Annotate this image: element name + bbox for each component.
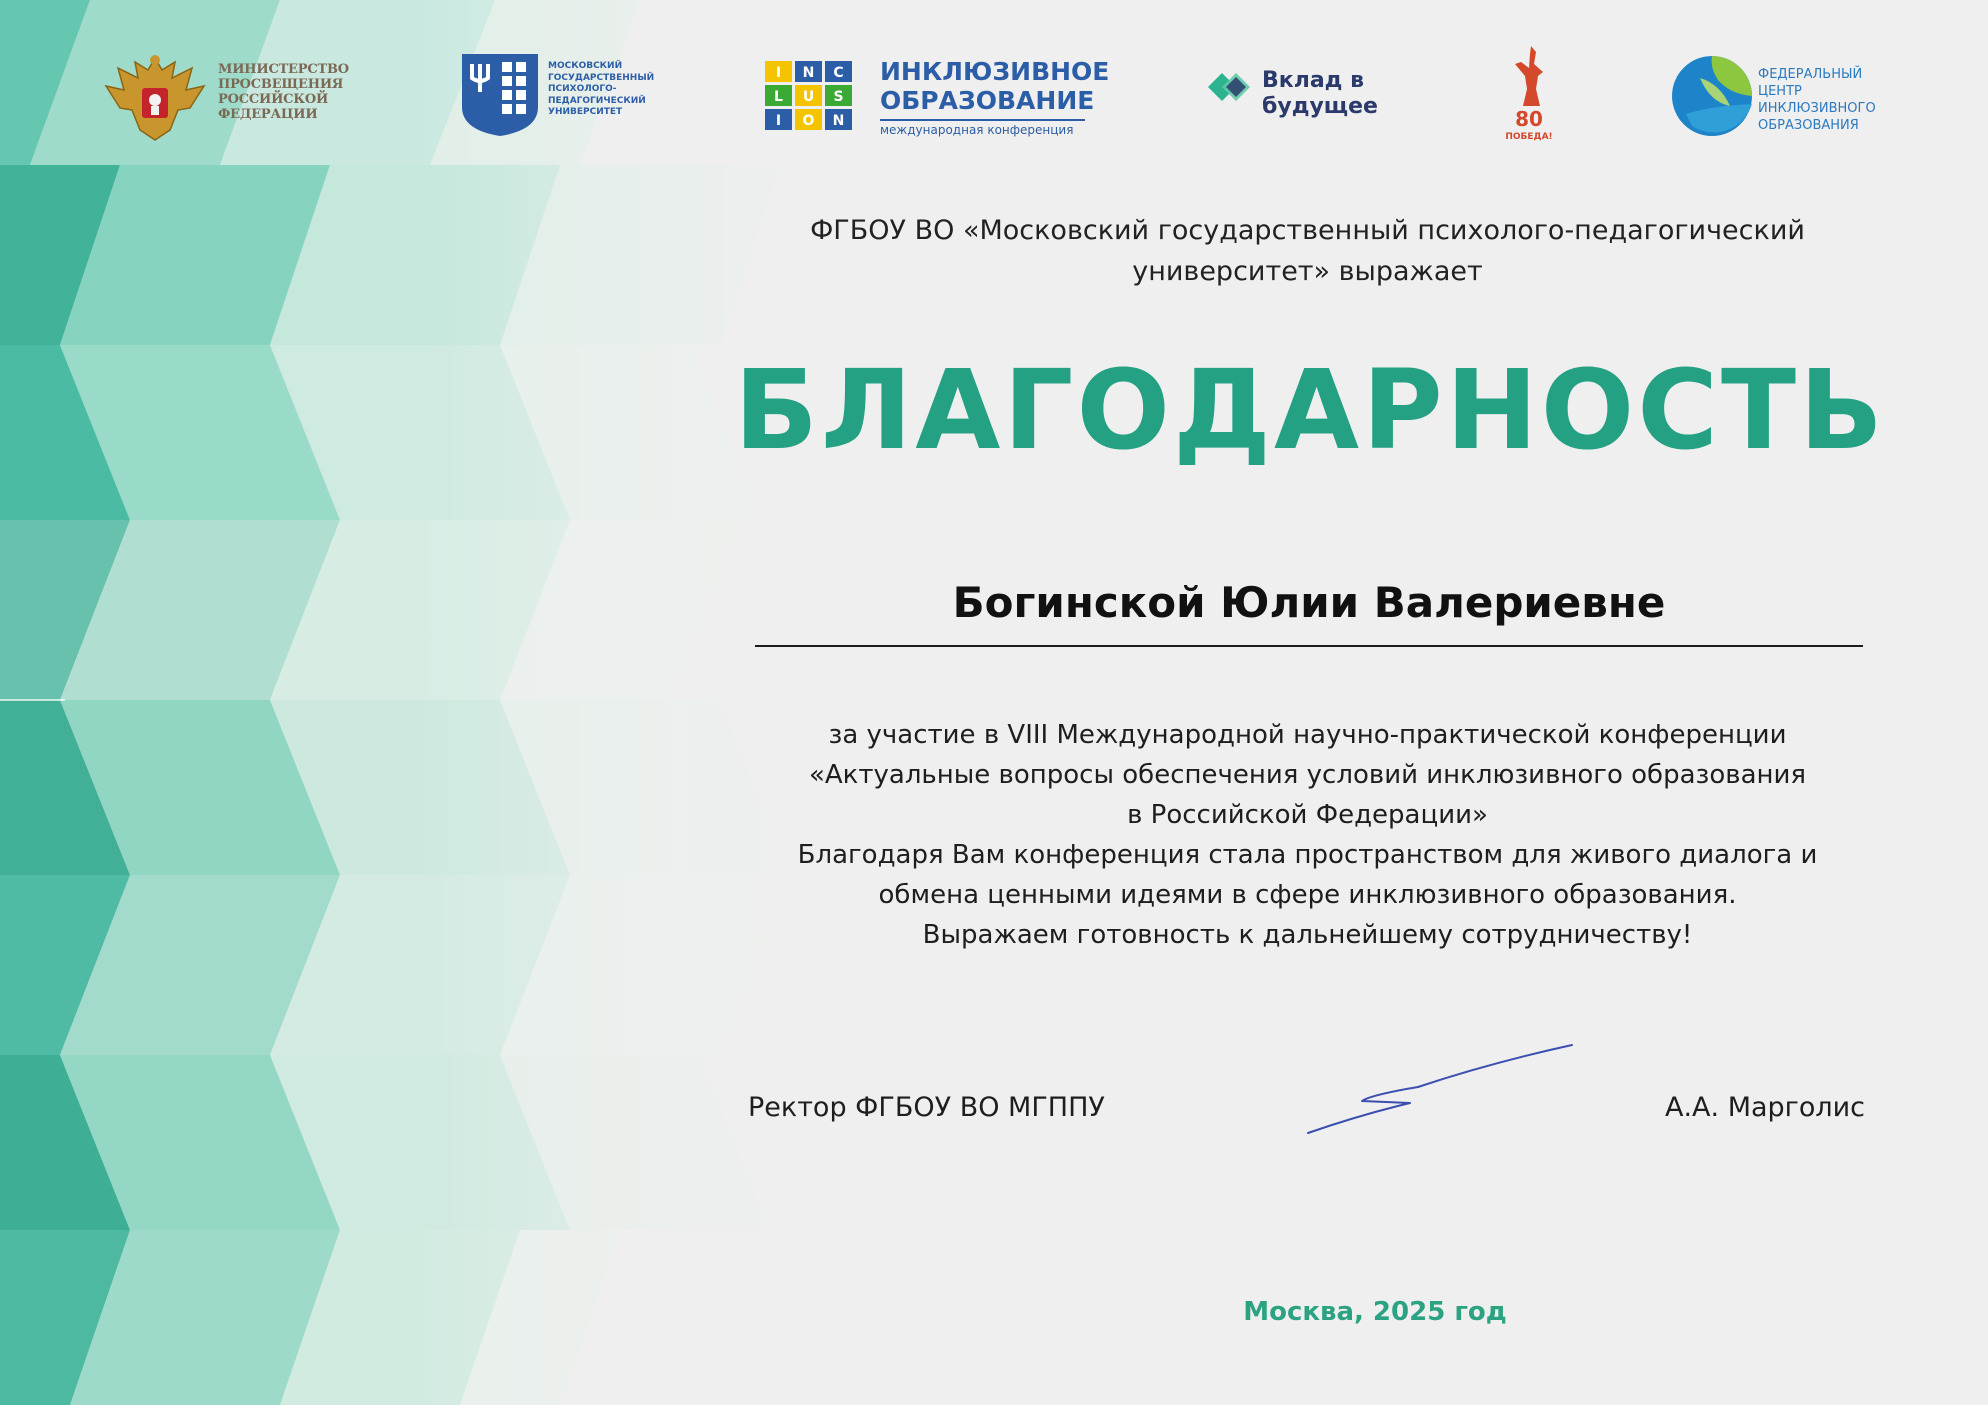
- inclusion-grid-letter: I: [775, 113, 782, 129]
- inclusion-divider: [880, 119, 1085, 121]
- body-line: Благодаря Вам конференция стала пространством для живого диалога и: [797, 840, 1818, 870]
- inclusion-subtitle: международная конференция: [880, 123, 1074, 137]
- inclusion-grid-letter: C: [833, 65, 844, 81]
- inclusion-grid-letter: U: [802, 89, 815, 105]
- place-and-year: Москва, 2025 год: [1243, 1297, 1507, 1327]
- vklad-logo: [1208, 66, 1408, 128]
- ministry-name: МИНИСТЕРСТВО ПРОСВЕЩЕНИЯ РОССИЙСКОЙ ФЕДЕРАЦИИ: [218, 62, 349, 122]
- vklad-name: Вклад в будущее: [1262, 68, 1378, 119]
- inclusion-line1: ИНКЛЮЗИВНОЕ: [880, 57, 1110, 86]
- mgppu-name: МОСКОВСКИЙ ГОСУДАРСТВЕННЫЙ ПСИХОЛОГО-ПЕДАГОГИЧЕСКИЙ УНИВЕРСИТЕТ: [548, 61, 655, 117]
- inclusion-conference-logo: [765, 55, 1110, 140]
- fcio-name: ФЕДЕРАЛЬНЫЙ ЦЕНТР ИНКЛЮЗИВНОГО ОБРАЗОВАНИЯ: [1758, 67, 1876, 133]
- intro-text: ФГБОУ ВО «Московский государственный психолого-педагогический университет» выражает: [810, 215, 1805, 287]
- mgppu-logo: [460, 52, 660, 138]
- inclusion-grid-letter: L: [774, 89, 783, 105]
- recipient-underline: [755, 645, 1863, 647]
- inclusion-grid-letter: I: [775, 65, 782, 81]
- body-line: за участие в VIII Международной научно-практической конференции: [828, 720, 1787, 750]
- inclusion-grid-letter: O: [802, 113, 815, 129]
- body-line: Выражаем готовность к дальнейшему сотрудничеству!: [922, 920, 1693, 950]
- inclusion-line2: ОБРАЗОВАНИЕ: [880, 86, 1095, 115]
- vklad-diamond-icon: [1208, 68, 1254, 106]
- fcio-circle-icon: [1670, 54, 1754, 138]
- inclusion-grid-letter: N: [802, 65, 815, 81]
- mgppu-emblem-icon: [460, 52, 540, 138]
- inclusion-grid-letter: S: [833, 89, 844, 105]
- body-text: [745, 715, 1870, 955]
- inclusion-grid-icon: [765, 61, 853, 133]
- svg-text:80: 80: [1515, 107, 1543, 131]
- certificate-title: БЛАГОДАРНОСТЬ: [734, 346, 1886, 474]
- victory-monument-icon: [1503, 44, 1555, 142]
- coat-of-arms-icon: [100, 50, 210, 145]
- ministry-logo: [100, 50, 350, 145]
- svg-text:ПОБЕДА!: ПОБЕДА!: [1505, 132, 1553, 142]
- body-line: обмена ценными идеями в сфере инклюзивного образования.: [878, 880, 1737, 910]
- body-line: «Актуальные вопросы обеспечения условий инклюзивного образования: [808, 760, 1807, 790]
- fcio-logo: [1670, 54, 1910, 140]
- body-line: в Российской Федерации»: [1127, 800, 1488, 830]
- handwritten-signature: [1300, 1035, 1580, 1140]
- recipient-name: Богинской Юлии Валериевне: [952, 578, 1666, 627]
- signer-name: А.А. Марголис: [1665, 1092, 1866, 1123]
- inclusion-grid-letter: N: [832, 113, 845, 129]
- signer-position: Ректор ФГБОУ ВО МГППУ: [748, 1092, 1105, 1123]
